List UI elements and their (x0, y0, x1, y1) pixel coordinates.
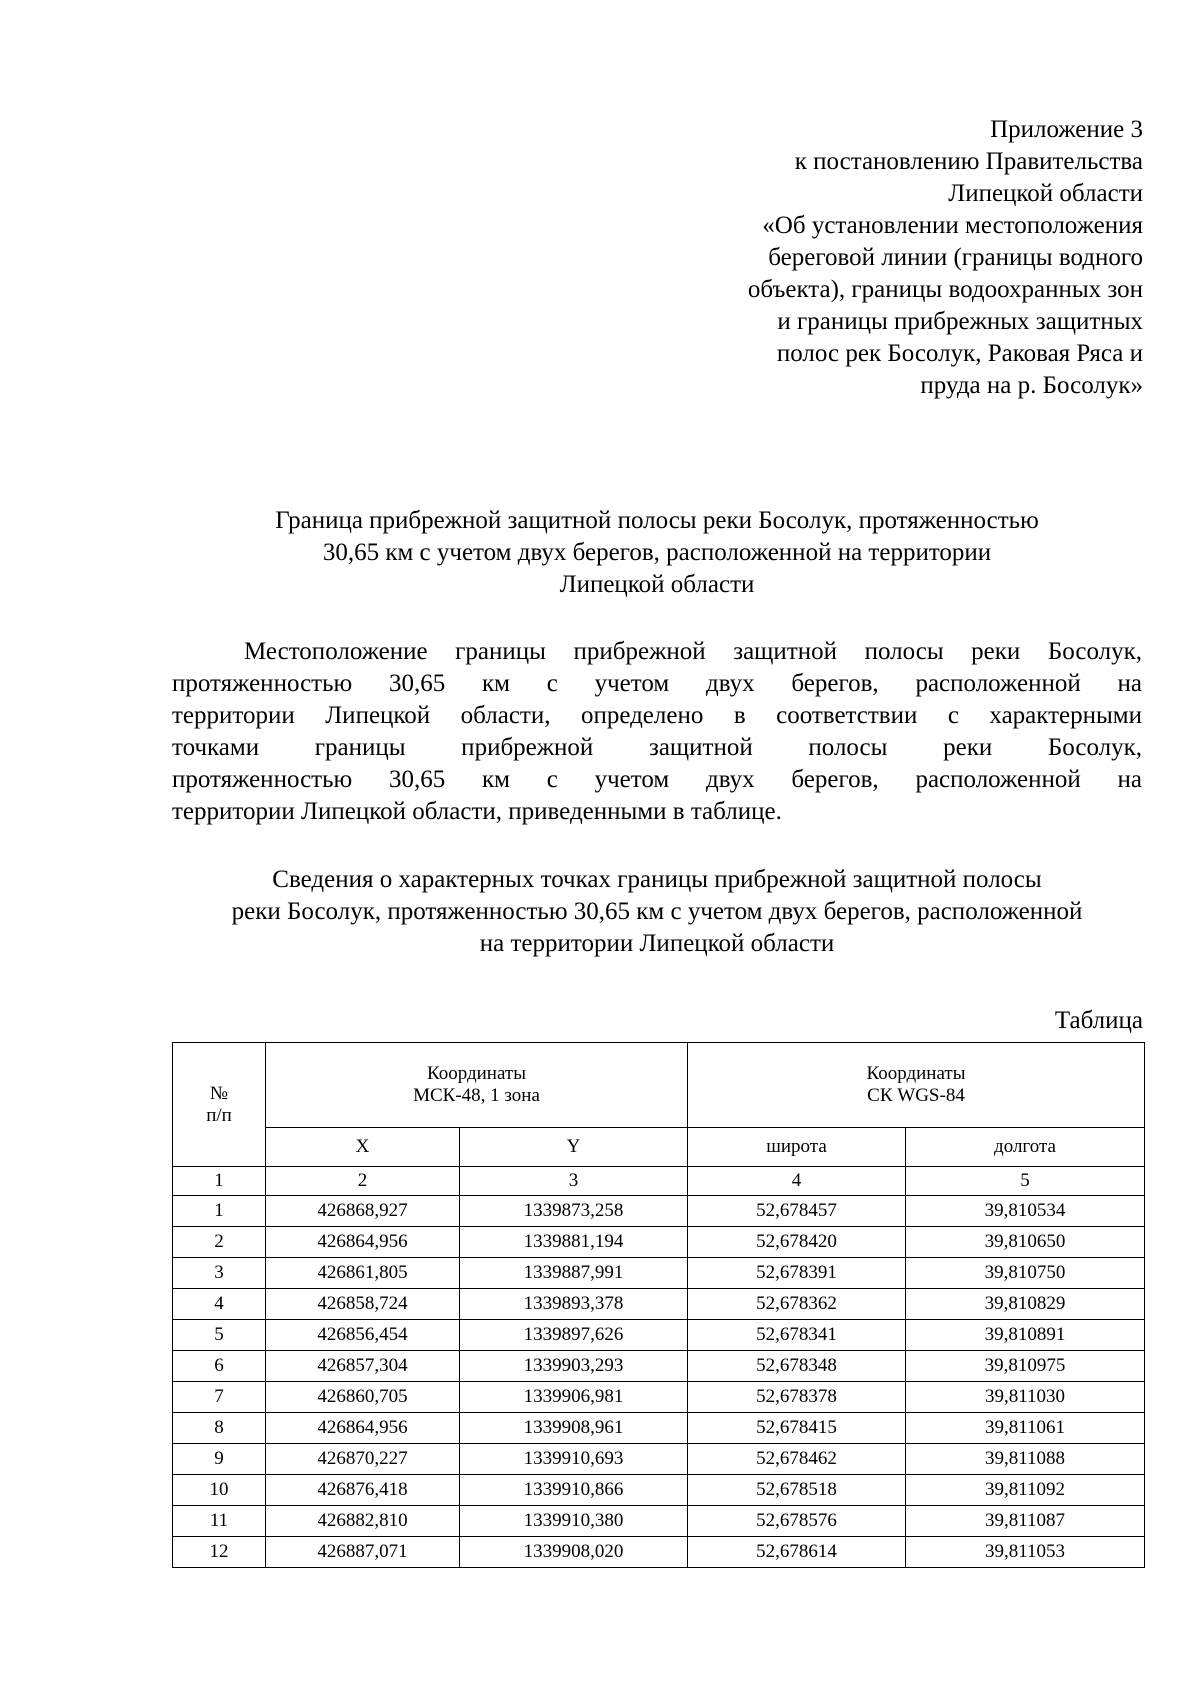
cell-y: 1339908,020 (460, 1537, 688, 1568)
cell-longitude: 39,811092 (906, 1475, 1145, 1506)
cell-x: 426861,805 (266, 1258, 460, 1289)
header-cell-wgs: Координаты СК WGS-84 (688, 1043, 1145, 1128)
cell-y: 1339910,380 (460, 1506, 688, 1537)
cell-number: 1 (173, 1196, 266, 1227)
cell-y: 1339881,194 (460, 1227, 688, 1258)
cell-latitude: 52,678341 (688, 1320, 906, 1351)
appendix-line: объекта), границы водоохранных зон (747, 276, 1143, 303)
cell-latitude: 52,678457 (688, 1196, 906, 1227)
table-subheader-row (173, 1128, 1145, 1167)
cell-longitude: 39,810750 (906, 1258, 1145, 1289)
header-cell-msk: Координаты МСК-48, 1 зона (266, 1043, 688, 1128)
cell-longitude: 39,811030 (906, 1382, 1145, 1413)
cell-latitude: 52,678348 (688, 1351, 906, 1382)
index-cell: 1 (173, 1167, 266, 1196)
paragraph-line: протяженностью 30,65 км с учетом двух берегов, расположенной на (172, 670, 1142, 697)
appendix-line: к постановлению Правительства (794, 148, 1143, 175)
index-cell: 2 (266, 1167, 460, 1196)
cell-number: 3 (173, 1258, 266, 1289)
table-row (173, 1258, 1145, 1289)
appendix-line: «Об установлении местоположения (762, 212, 1143, 239)
table-row (173, 1289, 1145, 1320)
cell-y: 1339910,693 (460, 1444, 688, 1475)
cell-latitude: 52,678391 (688, 1258, 906, 1289)
cell-number: 6 (173, 1351, 266, 1382)
cell-longitude: 39,810650 (906, 1227, 1145, 1258)
cell-latitude: 52,678576 (688, 1506, 906, 1537)
title-line: Граница прибрежной защитной полосы реки Босолук, протяженностью (275, 507, 1039, 534)
cell-longitude: 39,810534 (906, 1196, 1145, 1227)
cell-longitude: 39,811053 (906, 1537, 1145, 1568)
cell-longitude: 39,811087 (906, 1506, 1145, 1537)
cell-number: 4 (173, 1289, 266, 1320)
cell-number: 10 (173, 1475, 266, 1506)
body-paragraph (172, 636, 1142, 828)
paragraph-line: территории Липецкой области, определено в соответствии с характерными (172, 702, 1142, 729)
table-row (173, 1475, 1145, 1506)
cell-x: 426858,724 (266, 1289, 460, 1320)
paragraph-line: Местоположение границы прибрежной защитной полосы реки Босолук, (244, 638, 1142, 665)
cell-number: 7 (173, 1382, 266, 1413)
cell-number: 8 (173, 1413, 266, 1444)
cell-latitude: 52,678614 (688, 1537, 906, 1568)
cell-number: 9 (173, 1444, 266, 1475)
cell-latitude: 52,678415 (688, 1413, 906, 1444)
table-index-row (173, 1167, 1145, 1196)
appendix-line: полос рек Босолук, Раковая Ряса и (776, 340, 1143, 367)
cell-longitude: 39,810891 (906, 1320, 1145, 1351)
table-row (173, 1196, 1145, 1227)
cell-x: 426864,956 (266, 1227, 460, 1258)
table-row (173, 1320, 1145, 1351)
header-cell-number: № п/п (173, 1043, 266, 1167)
cell-x: 426887,071 (266, 1537, 460, 1568)
cell-x: 426864,956 (266, 1413, 460, 1444)
document-title (172, 505, 1142, 601)
table-row (173, 1537, 1145, 1568)
caption-line: Сведения о характерных точках границы прибрежной защитной полосы (272, 866, 1042, 893)
cell-x: 426882,810 (266, 1506, 460, 1537)
caption-line: реки Босолук, протяженностью 30,65 км с учетом двух берегов, расположенной (231, 898, 1083, 925)
header-cell-latitude: широта (688, 1128, 906, 1167)
cell-x: 426876,418 (266, 1475, 460, 1506)
table-row (173, 1382, 1145, 1413)
cell-y: 1339887,991 (460, 1258, 688, 1289)
index-cell: 4 (688, 1167, 906, 1196)
cell-latitude: 52,678462 (688, 1444, 906, 1475)
appendix-line: и границы прибрежных защитных (777, 308, 1143, 335)
paragraph-line: территории Липецкой области, приведенными в таблице. (172, 798, 782, 825)
header-cell-y: Y (460, 1128, 688, 1167)
table-label: Таблица (1054, 1007, 1143, 1034)
cell-y: 1339910,866 (460, 1475, 688, 1506)
cell-x: 426860,705 (266, 1382, 460, 1413)
coordinates-table (172, 1042, 1145, 1568)
cell-y: 1339893,378 (460, 1289, 688, 1320)
table-row (173, 1413, 1145, 1444)
header-cell-longitude: долгота (906, 1128, 1145, 1167)
cell-y: 1339873,258 (460, 1196, 688, 1227)
caption-line: на территории Липецкой области (479, 930, 835, 957)
cell-x: 426856,454 (266, 1320, 460, 1351)
cell-longitude: 39,811061 (906, 1413, 1145, 1444)
index-cell: 5 (906, 1167, 1145, 1196)
table-row (173, 1444, 1145, 1475)
appendix-line: пруда на р. Босолук» (920, 372, 1143, 399)
table-row (173, 1227, 1145, 1258)
cell-y: 1339908,961 (460, 1413, 688, 1444)
title-line: Липецкой области (559, 571, 755, 598)
table-row (173, 1506, 1145, 1537)
index-cell: 3 (460, 1167, 688, 1196)
appendix-line: Приложение 3 (990, 116, 1143, 143)
cell-latitude: 52,678518 (688, 1475, 906, 1506)
cell-longitude: 39,810975 (906, 1351, 1145, 1382)
cell-longitude: 39,810829 (906, 1289, 1145, 1320)
cell-number: 12 (173, 1537, 266, 1568)
cell-number: 11 (173, 1506, 266, 1537)
cell-latitude: 52,678362 (688, 1289, 906, 1320)
cell-x: 426868,927 (266, 1196, 460, 1227)
cell-y: 1339903,293 (460, 1351, 688, 1382)
cell-x: 426870,227 (266, 1444, 460, 1475)
cell-y: 1339897,626 (460, 1320, 688, 1351)
cell-number: 5 (173, 1320, 266, 1351)
table-header-row (173, 1043, 1145, 1128)
title-line: 30,65 км с учетом двух берегов, расположенной на территории (322, 539, 992, 566)
appendix-reference (623, 114, 1143, 402)
cell-latitude: 52,678378 (688, 1382, 906, 1413)
paragraph-line: точками границы прибрежной защитной полосы реки Босолук, (172, 734, 1142, 761)
header-cell-x: X (266, 1128, 460, 1167)
table-row (173, 1351, 1145, 1382)
cell-number: 2 (173, 1227, 266, 1258)
appendix-line: Липецкой области (948, 180, 1143, 207)
appendix-line: береговой линии (границы водного (768, 244, 1143, 271)
cell-longitude: 39,811088 (906, 1444, 1145, 1475)
paragraph-line: протяженностью 30,65 км с учетом двух берегов, расположенной на (172, 766, 1142, 793)
table-caption (172, 864, 1142, 960)
cell-y: 1339906,981 (460, 1382, 688, 1413)
cell-latitude: 52,678420 (688, 1227, 906, 1258)
cell-x: 426857,304 (266, 1351, 460, 1382)
